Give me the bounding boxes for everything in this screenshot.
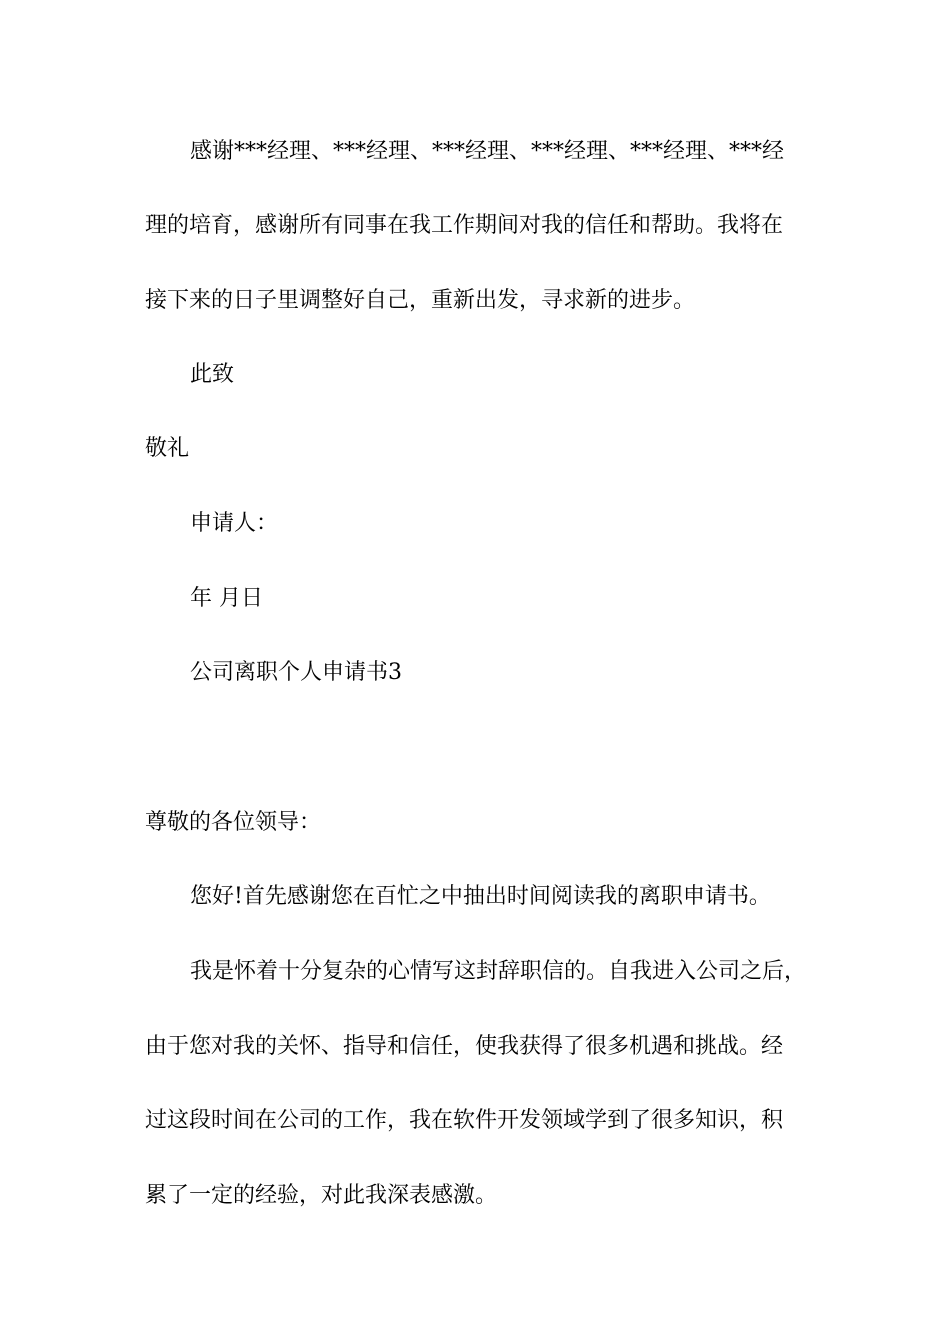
paragraph-line: 我是怀着十分复杂的心情写这封辞职信的。自我进入公司之后， bbox=[190, 959, 807, 984]
date-label: 年 月日 bbox=[190, 586, 263, 611]
paragraph-line: 累了一定的经验，对此我深表感激。 bbox=[145, 1183, 498, 1208]
paragraph-line: 过这段时间在公司的工作，我在软件开发领域学到了很多知识，积 bbox=[145, 1108, 784, 1133]
paragraph-line: 接下来的日子里调整好自己，重新出发，寻求新的进步。 bbox=[145, 288, 696, 313]
closing-regards: 敬礼 bbox=[145, 436, 190, 461]
section-title: 公司离职个人申请书3 bbox=[190, 660, 402, 685]
paragraph-line: 感谢***经理、***经理、***经理、***经理、***经理、***经 bbox=[190, 139, 785, 164]
paragraph-line: 理的培育，感谢所有同事在我工作期间对我的信任和帮助。我将在 bbox=[145, 213, 784, 238]
closing-salutation: 此致 bbox=[190, 362, 235, 387]
paragraph-line: 您好!首先感谢您在百忙之中抽出时间阅读我的离职申请书。 bbox=[190, 884, 771, 909]
applicant-label: 申请人： bbox=[190, 511, 279, 536]
paragraph-line: 由于您对我的关怀、指导和信任，使我获得了很多机遇和挑战。经 bbox=[145, 1034, 784, 1059]
letter-greeting: 尊敬的各位领导： bbox=[145, 810, 322, 835]
